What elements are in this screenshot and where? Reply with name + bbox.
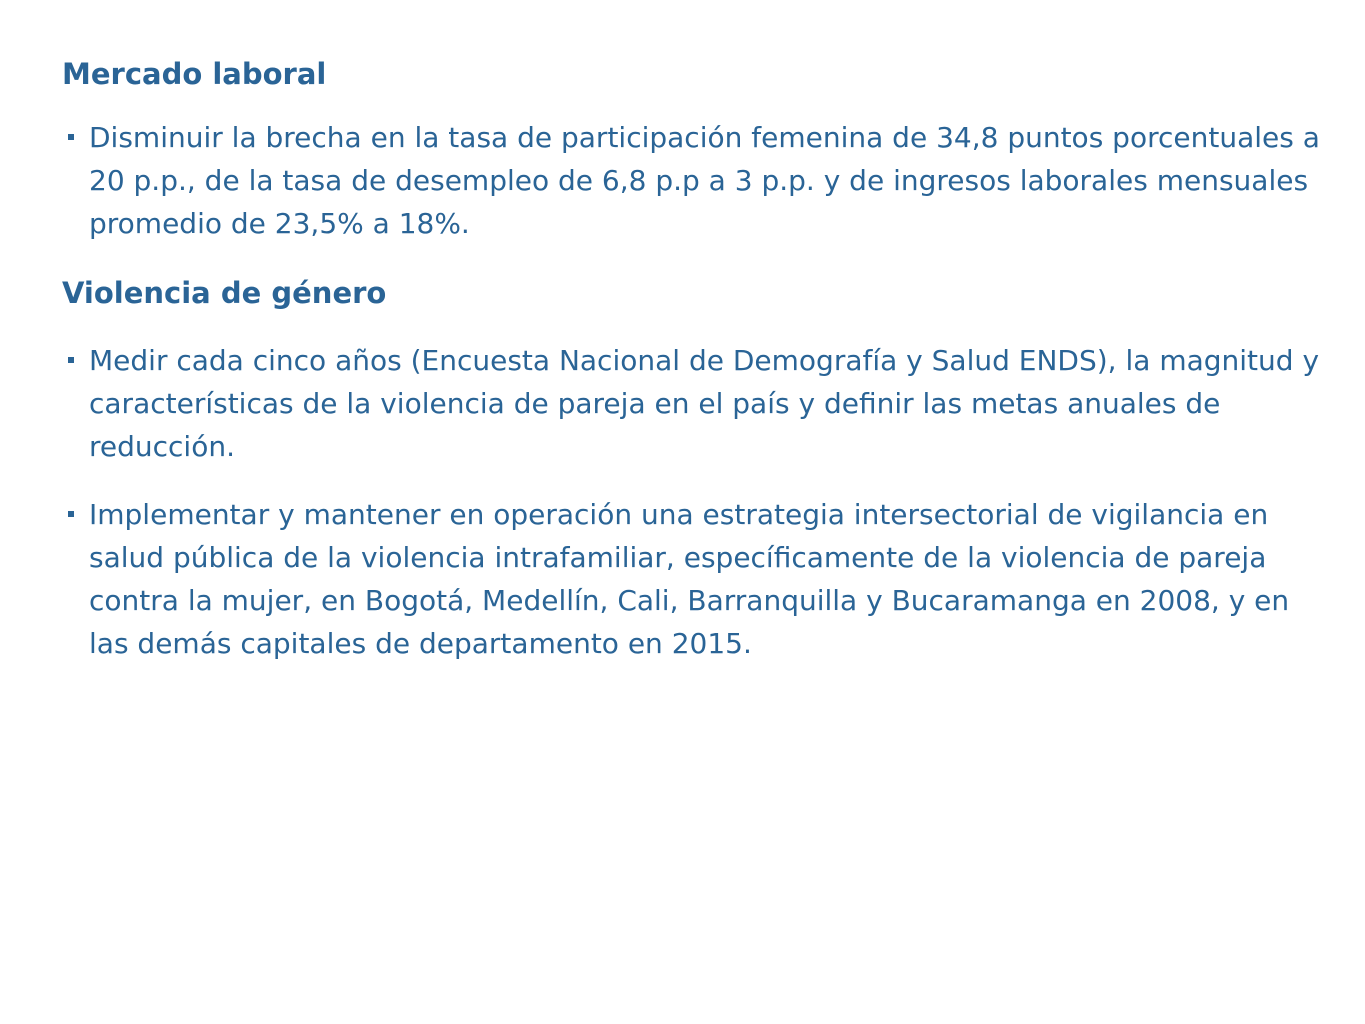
bullet-item xyxy=(62,493,1325,665)
square-bullet-icon xyxy=(68,357,74,363)
bullet-text: Medir cada cinco años (Encuesta Nacional de Demografía y Salud ENDS), la magnitud y características de la violencia de pareja en el país y definir las metas anuales de reducción. xyxy=(89,344,1320,463)
bullet-list-mercado-laboral xyxy=(62,116,1325,245)
bullet-item xyxy=(62,116,1325,245)
bullet-text: Disminuir la brecha en la tasa de participación femenina de 34,8 puntos porcentuales a 20 p.p., de la tasa de desempleo de 6,8 p.p a 3 p.p. y de ingresos laborales mensuales promedio de 23,5% a 18%. xyxy=(89,121,1320,240)
bullet-list-violencia-de-genero xyxy=(62,339,1325,665)
section-title-mercado-laboral: Mercado laboral xyxy=(62,57,327,91)
square-bullet-icon xyxy=(68,134,74,140)
section-title-violencia-de-genero: Violencia de género xyxy=(62,276,387,310)
square-bullet-icon xyxy=(68,511,74,517)
bullet-text: Implementar y mantener en operación una estrategia intersectorial de vigilancia en salud pública de la violencia intrafamiliar, específicamente de la violencia de pareja contra la mujer, en Bogotá, Medellín, Cali, Barranquilla y Bucaramanga en 2008, y en las demás capitales de departamento en 2015. xyxy=(89,498,1290,660)
bullet-item xyxy=(62,339,1325,468)
